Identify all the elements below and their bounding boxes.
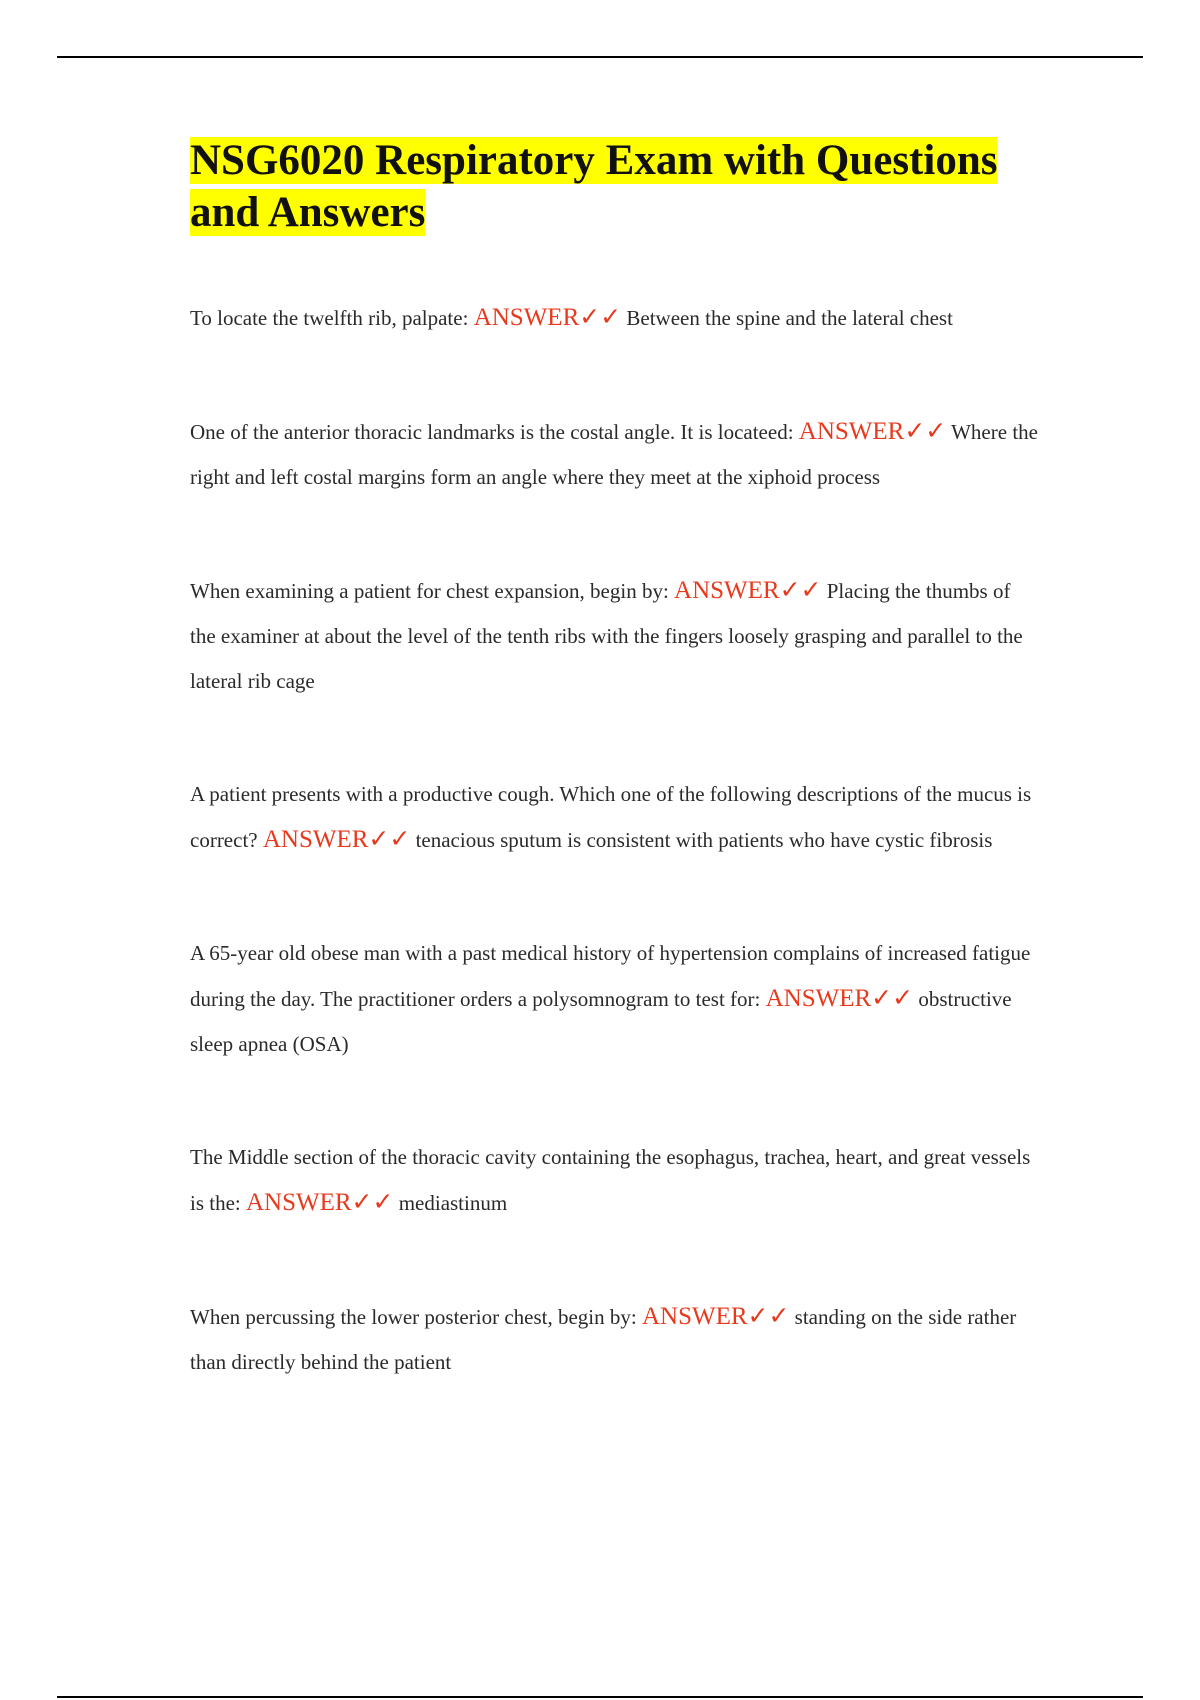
answer-text: Where the right and left costal margins form an angle where they meet at the xiphoid process (190, 420, 1038, 489)
answer-text: mediastinum (398, 1191, 508, 1215)
qa-item (190, 295, 1040, 341)
answer-text: obstructive sleep apnea (OSA) (190, 987, 1012, 1056)
question-text: The Middle section of the thoracic cavity containing the esophagus, trachea, heart, and great vessels is the: (190, 1145, 1031, 1215)
answer-marker: ANSWER✓✓ (473, 304, 622, 331)
qa-item (190, 568, 1040, 704)
title-highlight: NSG6020 Respiratory Exam with Questions and Answers (190, 137, 998, 236)
qa-item (190, 772, 1040, 863)
document-body (190, 135, 1040, 1453)
question-text: When percussing the lower posterior chest, begin by: (190, 1305, 637, 1329)
question-text: To locate the twelfth rib, palpate: (190, 306, 469, 330)
qa-item (190, 1135, 1040, 1226)
qa-list (190, 295, 1040, 1385)
answer-marker: ANSWER✓✓ (798, 418, 947, 445)
header-rule (57, 56, 1143, 58)
answer-marker: ANSWER✓✓ (765, 985, 914, 1012)
question-text: A 65-year old obese man with a past medical history of hypertension complains of increased fatigue during the day. The practitioner orders a polysomnogram to test for: (190, 941, 1031, 1011)
answer-text: tenacious sputum is consistent with patients who have cystic fibrosis (415, 828, 993, 852)
document-title (190, 135, 1040, 239)
question-text: A patient presents with a productive cough. Which one of the following descriptions of the mucus is correct? (190, 782, 1032, 852)
qa-item (190, 409, 1040, 500)
answer-marker: ANSWER✓✓ (674, 577, 822, 604)
footer-rule (57, 1696, 1143, 1698)
question-text: One of the anterior thoracic landmarks is the costal angle. It is locateed: (190, 420, 794, 444)
answer-text: Between the spine and the lateral chest (626, 306, 953, 330)
answer-text: standing on the side rather than directly behind the patient (190, 1305, 1017, 1374)
answer-marker: ANSWER✓✓ (246, 1189, 394, 1216)
question-text: When examining a patient for chest expansion, begin by: (190, 579, 669, 603)
answer-text: Placing the thumbs of the examiner at about the level of the tenth ribs with the fingers loosely grasping and parallel to the lateral rib cage (190, 579, 1023, 693)
answer-marker: ANSWER✓✓ (641, 1303, 790, 1330)
qa-item (190, 931, 1040, 1067)
qa-item (190, 1294, 1040, 1385)
answer-marker: ANSWER✓✓ (262, 826, 411, 853)
